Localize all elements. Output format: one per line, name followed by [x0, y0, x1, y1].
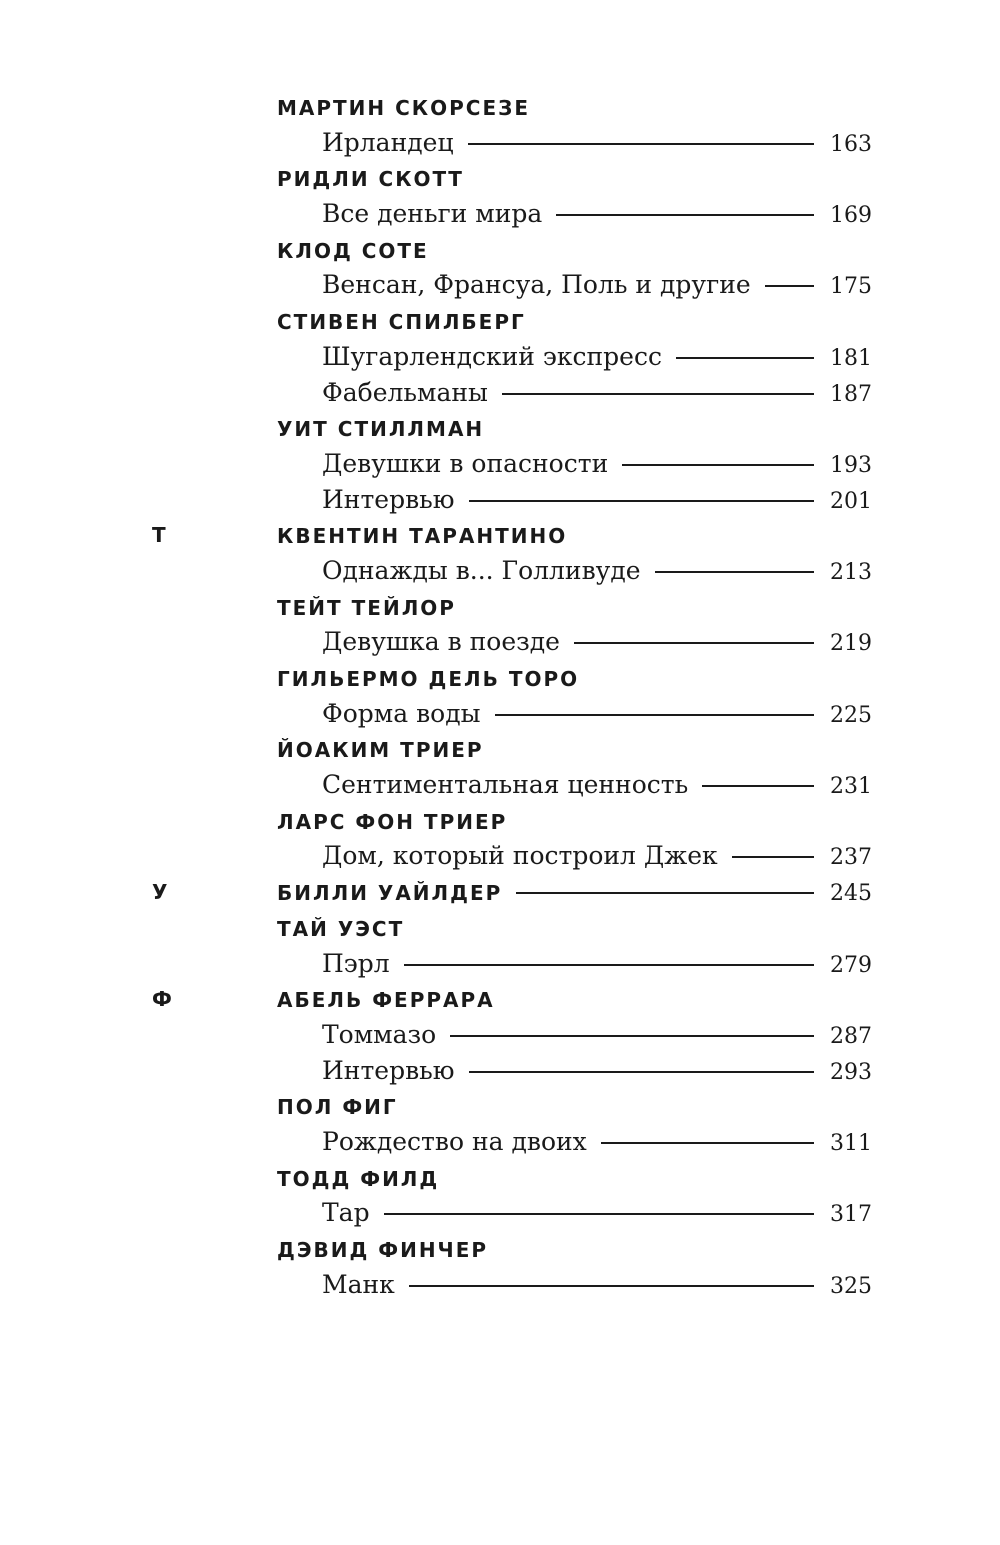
film-title: Тар [322, 1198, 370, 1228]
leader-line [502, 393, 814, 395]
film-line [322, 770, 872, 799]
toc-director-entry [0, 982, 1000, 1018]
toc-film-entry [0, 625, 1000, 661]
toc-director-entry [0, 233, 1000, 269]
film-line [322, 556, 872, 585]
film-title: Форма воды [322, 698, 481, 728]
leader-line [469, 500, 814, 502]
film-title: Интервью [322, 484, 455, 514]
film-line [322, 949, 872, 978]
director-name: КВЕНТИН ТАРАНТИНО [277, 524, 568, 549]
leader-line [676, 357, 814, 359]
toc-film-entry [0, 1196, 1000, 1232]
leader-line [469, 1071, 814, 1073]
toc-director-entry [0, 661, 1000, 697]
film-title: Интервью [322, 1055, 455, 1085]
director-name: МАРТИН СКОРСЕЗЕ [277, 96, 531, 120]
film-title: Дом, который построил Джек [322, 841, 718, 871]
page-number: 187 [830, 381, 872, 407]
toc-director-entry [0, 1089, 1000, 1125]
film-line [322, 128, 872, 157]
film-line [322, 841, 872, 870]
leader-line [516, 892, 814, 894]
section-letter: Т [152, 523, 167, 548]
director-name: ДЭВИД ФИНЧЕР [277, 1238, 489, 1262]
film-line [322, 342, 872, 371]
toc-director-entry [0, 1232, 1000, 1268]
film-title: Рождество на двоих [322, 1126, 587, 1156]
toc-film-entry [0, 197, 1000, 233]
film-title: Ирландец [322, 127, 454, 157]
director-name: ТОДД ФИЛД [277, 1166, 440, 1191]
section-letter: У [152, 880, 169, 905]
toc-film-entry [0, 376, 1000, 412]
director-name: АБЕЛЬ ФЕРРАРА [277, 988, 495, 1013]
leader-line [409, 1285, 814, 1287]
leader-line [765, 285, 814, 287]
toc-director-entry [0, 304, 1000, 340]
film-title: Пэрл [322, 948, 390, 978]
toc-director-entry [0, 411, 1000, 447]
toc-director-entry [0, 804, 1000, 840]
toc-film-entry [0, 447, 1000, 483]
film-title: Фабельманы [322, 377, 488, 407]
film-title: Венсан, Франсуа, Поль и другие [322, 270, 751, 300]
film-title: Сентиментальная ценность [322, 770, 689, 800]
director-name: УИТ СТИЛЛМАН [277, 417, 485, 442]
director-name: ГИЛЬЕРМО ДЕЛЬ ТОРО [277, 667, 580, 691]
director-name: ЛАРС ФОН ТРИЕР [277, 809, 508, 834]
film-line [322, 1020, 872, 1049]
leader-line [404, 964, 814, 966]
toc-director-entry [0, 518, 1000, 554]
director-name: СТИВЕН СПИЛБЕРГ [277, 310, 526, 335]
toc-film-entry [0, 697, 1000, 733]
film-line [322, 449, 872, 478]
film-title: Девушка в поезде [322, 627, 560, 657]
director-name: БИЛЛИ УАЙЛДЕР [277, 881, 503, 906]
table-of-contents [0, 90, 1000, 1303]
page-number: 225 [830, 702, 872, 728]
film-title: Томмазо [322, 1019, 437, 1049]
film-title: Манк [322, 1269, 395, 1299]
toc-film-entry [0, 947, 1000, 983]
toc-film-entry [0, 340, 1000, 376]
leader-line [574, 642, 814, 644]
toc-director-entry [0, 90, 1000, 126]
director-name: КЛОД СОТЕ [277, 238, 429, 263]
film-line [322, 1056, 872, 1085]
director-name: РИДЛИ СКОТТ [277, 167, 464, 192]
film-line [322, 699, 872, 728]
leader-line [622, 464, 814, 466]
page-number: 175 [830, 274, 872, 300]
page-number: 219 [830, 631, 872, 657]
page-number: 201 [830, 488, 872, 514]
toc-film-entry [0, 268, 1000, 304]
leader-line [732, 856, 814, 858]
toc-film-entry [0, 1268, 1000, 1304]
director-name: ТАЙ УЭСТ [277, 916, 405, 941]
page-number: 279 [830, 952, 872, 978]
director-name: ЙОАКИМ ТРИЕР [277, 738, 484, 763]
page-number: 237 [830, 845, 872, 871]
page-number: 325 [830, 1273, 872, 1299]
film-line [322, 270, 872, 299]
page-number: 193 [830, 452, 872, 478]
page-number: 287 [830, 1023, 872, 1049]
toc-film-entry [0, 1125, 1000, 1161]
page-number: 317 [830, 1202, 872, 1228]
director-name: ПОЛ ФИГ [277, 1095, 398, 1120]
page-number: 311 [830, 1130, 872, 1156]
section-letter: Ф [152, 987, 173, 1012]
leader-line [450, 1035, 814, 1037]
toc-film-entry [0, 839, 1000, 875]
page-number: 213 [830, 559, 872, 585]
leader-line [655, 571, 814, 573]
toc-film-entry [0, 1054, 1000, 1090]
page-number: 181 [830, 345, 872, 371]
toc-director-entry [0, 875, 1000, 911]
toc-film-entry [0, 768, 1000, 804]
page-number: 245 [830, 881, 872, 907]
toc-director-entry [0, 911, 1000, 947]
director-line [277, 877, 872, 906]
toc-film-entry [0, 126, 1000, 162]
toc-director-entry [0, 732, 1000, 768]
film-title: Все деньги мира [322, 199, 543, 229]
film-line [322, 378, 872, 407]
film-title: Однажды в... Голливуде [322, 555, 641, 585]
toc-film-entry [0, 554, 1000, 590]
page-number: 293 [830, 1059, 872, 1085]
toc-film-entry [0, 483, 1000, 519]
leader-line [702, 785, 814, 787]
leader-line [384, 1213, 814, 1215]
toc-director-entry [0, 161, 1000, 197]
film-line [322, 1270, 872, 1299]
leader-line [468, 143, 814, 145]
page-number: 231 [830, 774, 872, 800]
toc-director-entry [0, 590, 1000, 626]
page-number: 169 [830, 203, 872, 229]
film-line [322, 1198, 872, 1227]
toc-director-entry [0, 1161, 1000, 1197]
film-line [322, 485, 872, 514]
film-line [322, 627, 872, 656]
film-title: Девушки в опасности [322, 448, 609, 478]
page-number: 163 [830, 131, 872, 157]
leader-line [495, 714, 814, 716]
film-line [322, 199, 872, 228]
leader-line [556, 214, 814, 216]
toc-film-entry [0, 1018, 1000, 1054]
director-name: ТЕЙТ ТЕЙЛОР [277, 595, 456, 620]
film-title: Шугарлендский экспресс [322, 341, 662, 371]
film-line [322, 1127, 872, 1156]
leader-line [601, 1142, 814, 1144]
